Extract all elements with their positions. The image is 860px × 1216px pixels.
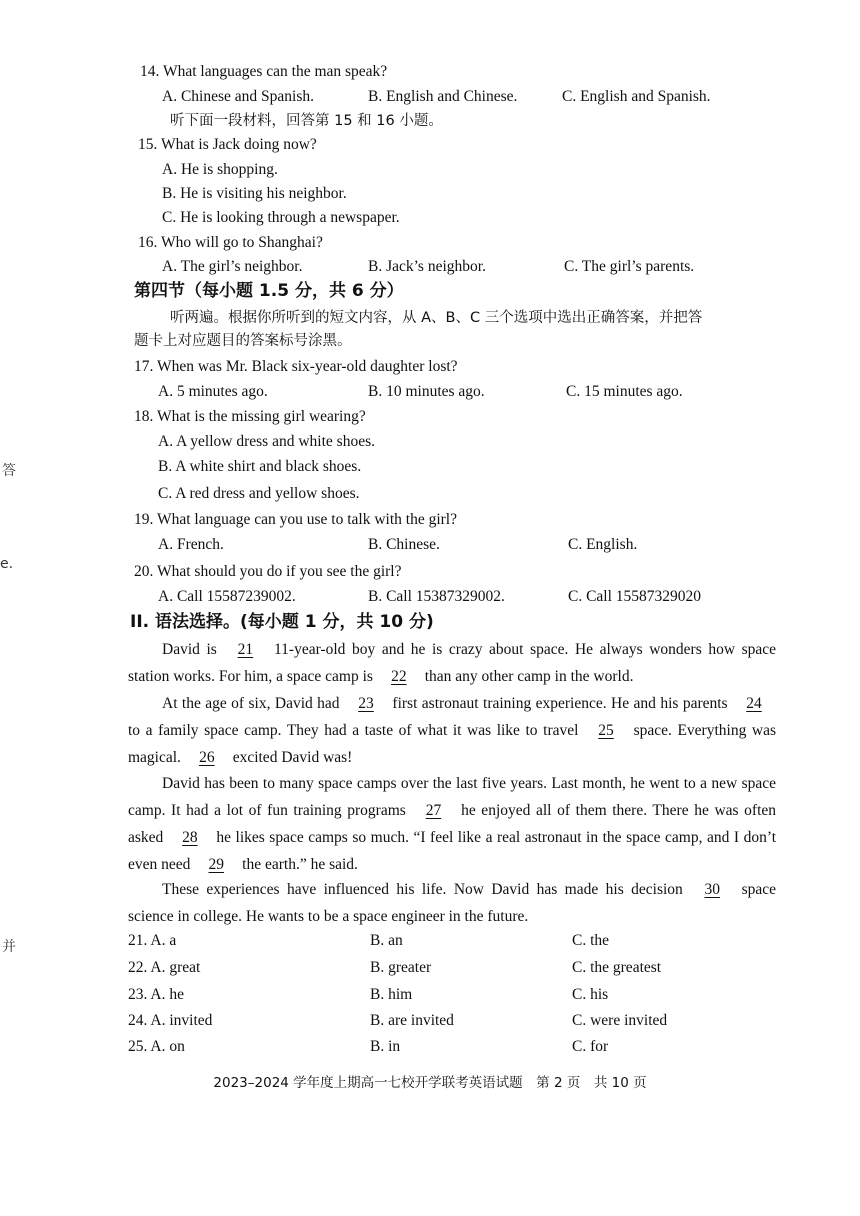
choice-22a: 22. A. great bbox=[128, 959, 201, 976]
question-16: 16. Who will go to Shanghai? bbox=[138, 234, 323, 251]
question-19: 19. What language can you use to talk with the girl? bbox=[134, 511, 457, 528]
page-footer: 2023–2024 学年度上期高一七校开学联考英语试题 第 2 页 共 10 页 bbox=[213, 1075, 647, 1091]
choice-25a: 25. A. on bbox=[128, 1038, 185, 1055]
option-16c: C. The girl’s parents. bbox=[564, 258, 695, 275]
choice-21a: 21. A. a bbox=[128, 932, 177, 949]
passage-text: excited David was! bbox=[232, 749, 353, 766]
passage-paragraph-3 bbox=[128, 770, 776, 878]
option-20a: A. Call 15587239002. bbox=[158, 588, 296, 605]
section-4-heading: 第四节（每小题 1.5 分，共 6 分） bbox=[134, 281, 404, 301]
blank-27: 27 bbox=[425, 802, 442, 819]
option-18b: B. A white shirt and black shoes. bbox=[158, 458, 362, 475]
question-18: 18. What is the missing girl wearing? bbox=[134, 408, 366, 425]
blank-21: 21 bbox=[237, 641, 254, 658]
blank-22: 22 bbox=[391, 668, 407, 685]
blank-25: 25 bbox=[598, 722, 614, 739]
passage-text: he enjoyed all of them there. There he was often asked bbox=[128, 802, 777, 846]
passage-text: to a family space camp. They had a taste of what it was like to travel bbox=[128, 722, 579, 739]
passage-paragraph-2 bbox=[128, 690, 776, 771]
option-17b: B. 10 minutes ago. bbox=[368, 383, 485, 400]
blank-28: 28 bbox=[182, 829, 198, 846]
option-16a: A. The girl’s neighbor. bbox=[162, 258, 303, 275]
margin-mark: 并 bbox=[2, 939, 16, 955]
passage-text: space. Everything was magical. bbox=[128, 722, 776, 766]
choice-22c: C. the greatest bbox=[572, 959, 662, 976]
question-15: 15. What is Jack doing now? bbox=[138, 136, 317, 153]
grammar-heading: II. 语法选择。(每小题 1 分，共 10 分) bbox=[130, 612, 434, 632]
passage-text: he likes space camps so much. “I feel like a real astronaut in the space camp, and I don’t even need bbox=[128, 829, 777, 873]
question-14: 14. What languages can the man speak? bbox=[140, 63, 388, 80]
choice-25b: B. in bbox=[370, 1038, 401, 1055]
passage-text: At the age of six, David had bbox=[162, 695, 340, 712]
passage-text: 11-year-old boy and he is crazy about space. He always wonders how space station works. For him, a space camp is bbox=[128, 641, 777, 685]
passage-text: David is bbox=[162, 641, 217, 658]
option-16b: B. Jack’s neighbor. bbox=[368, 258, 486, 275]
choice-23c: C. his bbox=[572, 986, 609, 1003]
section-4-instruction-cont: 题卡上对应题目的答案标号涂黑。 bbox=[134, 333, 352, 349]
option-15b: B. He is visiting his neighbor. bbox=[162, 185, 347, 202]
choice-21b: B. an bbox=[370, 932, 403, 949]
choice-25c: C. for bbox=[572, 1038, 609, 1055]
blank-26: 26 bbox=[199, 749, 215, 766]
instruction-15-16: 听下面一段材料，回答第 15 和 16 小题。 bbox=[170, 113, 443, 129]
option-19b: B. Chinese. bbox=[368, 536, 440, 553]
choice-22b: B. greater bbox=[370, 959, 432, 976]
section-4-instruction: 听两遍。根据你所听到的短文内容，从 A、B、C 三个选项中选出正确答案，并把答 bbox=[170, 310, 703, 326]
choice-24c: C. were invited bbox=[572, 1012, 668, 1029]
passage-text: David has been to many space camps over the last five years. Last month, he went to a new space camp. It had a lot of fun training programs bbox=[128, 775, 776, 819]
choice-23a: 23. A. he bbox=[128, 986, 184, 1003]
option-19c: C. English. bbox=[568, 536, 638, 553]
passage-text: These experiences have influenced his life. Now David has made his decision bbox=[162, 881, 683, 898]
choice-21c: C. the bbox=[572, 932, 610, 949]
option-17a: A. 5 minutes ago. bbox=[158, 383, 268, 400]
choice-24a: 24. A. invited bbox=[128, 1012, 213, 1029]
blank-30: 30 bbox=[704, 881, 720, 898]
option-18c: C. A red dress and yellow shoes. bbox=[158, 485, 360, 502]
option-14a: A. Chinese and Spanish. bbox=[162, 88, 314, 105]
option-20c: C. Call 15587329020 bbox=[568, 588, 702, 605]
option-14b: B. English and Chinese. bbox=[368, 88, 518, 105]
option-18a: A. A yellow dress and white shoes. bbox=[158, 433, 375, 450]
passage-text: first astronaut training experience. He and his parents bbox=[392, 695, 728, 712]
margin-mark: 答 bbox=[2, 463, 16, 479]
question-17: 17. When was Mr. Black six-year-old daughter lost? bbox=[134, 358, 458, 375]
option-15a: A. He is shopping. bbox=[162, 161, 278, 178]
passage-text: the earth.” he said. bbox=[242, 856, 358, 873]
passage-paragraph-1 bbox=[128, 636, 776, 690]
option-14c: C. English and Spanish. bbox=[562, 88, 711, 105]
option-19a: A. French. bbox=[158, 536, 224, 553]
option-17c: C. 15 minutes ago. bbox=[566, 383, 683, 400]
passage-text: space science in college. He wants to be a space engineer in the future. bbox=[128, 881, 777, 925]
option-20b: B. Call 15387329002. bbox=[368, 588, 505, 605]
passage-text: than any other camp in the world. bbox=[424, 668, 634, 685]
passage-paragraph-4 bbox=[128, 876, 776, 930]
question-20: 20. What should you do if you see the girl? bbox=[134, 563, 402, 580]
blank-29: 29 bbox=[208, 856, 225, 873]
blank-24: 24 bbox=[746, 695, 762, 712]
margin-mark: e. bbox=[0, 556, 14, 572]
option-15c: C. He is looking through a newspaper. bbox=[162, 209, 400, 226]
choice-24b: B. are invited bbox=[370, 1012, 454, 1029]
blank-23: 23 bbox=[358, 695, 374, 712]
choice-23b: B. him bbox=[370, 986, 413, 1003]
